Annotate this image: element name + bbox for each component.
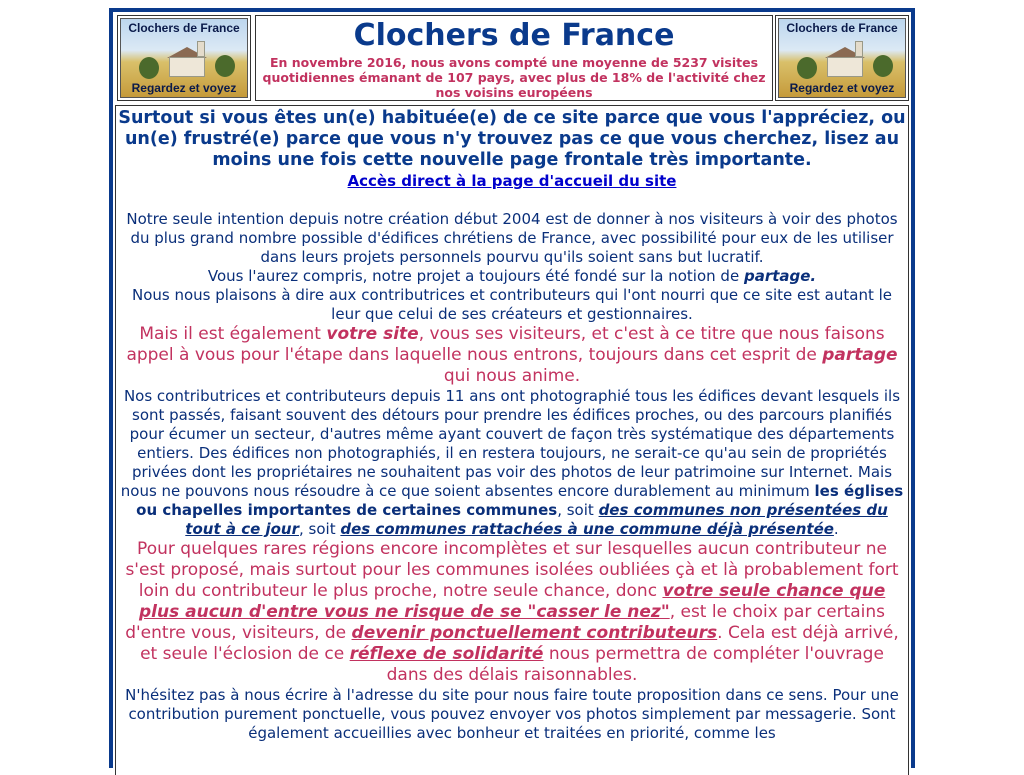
- logo-thumbnail-right[interactable]: [775, 15, 909, 101]
- solidarity-reflex-link[interactable]: réflexe de solidarité: [349, 644, 544, 664]
- main-content: [115, 105, 909, 775]
- header: [115, 15, 909, 103]
- coverage-paragraph: [118, 387, 906, 539]
- tree-shape: [797, 57, 817, 79]
- become-contributor-link[interactable]: devenir ponctuellement contributeurs: [351, 623, 718, 643]
- coverage-emphasis: les églises ou chapelles importantes de certaines communes: [136, 482, 904, 519]
- visitor-stats: En novembre 2016, nous avons compté une moyenne de 5237 visites quotidiennes émanant de 107 pays, avec plus de 18% de l'activité chez nos voisins européens: [262, 55, 766, 100]
- tree-shape: [139, 57, 159, 79]
- sharing-text: Vous l'aurez compris, notre projet a toujours été fondé sur la notion de: [207, 267, 744, 285]
- solidarity-text: Pour quelques rares régions encore incomplètes et sur lesquelles aucun contributeur ne s'est proposé, mais surtout pour les communes isolées oubliées çà et là probablement fort loin du contributeur le plus proche, notre seule chance, donc: [125, 539, 899, 601]
- site-title: Clochers de France: [353, 18, 675, 53]
- thumb-caption-bottom: Regardez et voyez: [789, 81, 895, 95]
- tree-shape: [873, 55, 893, 77]
- page-frame: [109, 8, 915, 768]
- appeal-paragraph: [118, 324, 906, 387]
- appeal-emphasis: partage: [822, 345, 898, 365]
- appeal-text: , vous ses visiteurs, et c'est à ce titre que nous faisons appel à vous pour l'étape dans laquelle nous entrons, toujours dans cet esprit de: [126, 324, 885, 365]
- chapel-photo: [120, 18, 248, 98]
- coverage-text: .: [833, 520, 839, 538]
- contributors-paragraph: Nous nous plaisons à dire aux contributrices et contributeurs qui l'ont nourri que ce site est autant le leur que celui de ses créateurs et gestionnaires.: [131, 286, 893, 323]
- chapel-icon: [167, 47, 209, 77]
- appeal-emphasis: votre site: [326, 324, 419, 344]
- sharing-emphasis: partage.: [743, 267, 817, 285]
- attached-communes-link[interactable]: des communes rattachées à une commune déjà présentée: [340, 520, 834, 538]
- contact-paragraph: N'hésitez pas à nous écrire à l'adresse du site pour nous faire toute proposition dans ce sens. Pour une contribution purement ponctuelle, vous pouvez envoyer vos photos simplement par messagerie. Sont également accueillies avec bonheur et traitées en priorité, comme les: [125, 686, 899, 742]
- chapel-photo: [778, 18, 906, 98]
- title-box: [255, 15, 773, 101]
- thumb-caption-bottom: Regardez et voyez: [131, 81, 237, 95]
- appeal-text: Mais il est également: [139, 324, 327, 344]
- thumb-caption-top: Clochers de France: [128, 21, 240, 35]
- sharing-paragraph: [118, 267, 906, 286]
- home-page-link[interactable]: Accès direct à la page d'accueil du site: [347, 172, 677, 190]
- appeal-text: qui nous anime.: [443, 366, 581, 386]
- logo-thumbnail-left[interactable]: [117, 15, 251, 101]
- spacer: [118, 191, 906, 210]
- missing-communes-link[interactable]: des communes non présentées du tout à ce jour: [185, 501, 888, 538]
- tree-shape: [215, 55, 235, 77]
- solidarity-paragraph: [118, 539, 906, 686]
- solidarity-text: . Cela est déjà arrivé, et seule l'éclosion de ce: [140, 623, 899, 664]
- coverage-text: Nos contributrices et contributeurs depuis 11 ans ont photographié tous les édifices devant lesquels ils sont passés, faisant souvent des détours pour prendre les édifices proches, ou des parcours planifiés pour écumer un secteur, d'autres même ayant couvert de façon très systématique des départements entiers. Des édifices non photographiés, il en restera toujours, ne serait-ce qu'au sein de propriétés privées dont les propriétaires ne souhaitent pas voir des photos de leur patrimoine sur Internet. Mais nous ne pouvons nous résoudre à ce que soient absentes encore durablement au minimum: [120, 387, 901, 500]
- thumb-caption-top: Clochers de France: [786, 21, 898, 35]
- only-chance-link[interactable]: votre seule chance que plus aucun d'entre vous ne risque de se "casser le nez": [138, 581, 886, 622]
- lead-paragraph: Surtout si vous êtes un(e) habituée(e) de ce site parce que vous l'appréciez, ou un(e) frustré(e) parce que vous n'y trouvez pas ce que vous cherchez, lisez au moins une fois cette nouvelle page frontale très importante.: [118, 108, 906, 170]
- coverage-text: , soit: [557, 501, 599, 519]
- intention-paragraph: Notre seule intention depuis notre création début 2004 est de donner à nos visiteurs à voir des photos du plus grand nombre possible d'édifices chrétiens de France, avec possibilité pour eux de les utiliser dans leurs projets personnels pourvu qu'ils soient sans but lucratif.: [126, 210, 898, 266]
- coverage-text: , soit: [299, 520, 341, 538]
- solidarity-text: , est le choix par certains d'entre vous, visiteurs, de: [125, 602, 886, 643]
- solidarity-text: nous permettra de compléter l'ouvrage dans des délais raisonnables.: [386, 644, 884, 685]
- chapel-icon: [825, 47, 867, 77]
